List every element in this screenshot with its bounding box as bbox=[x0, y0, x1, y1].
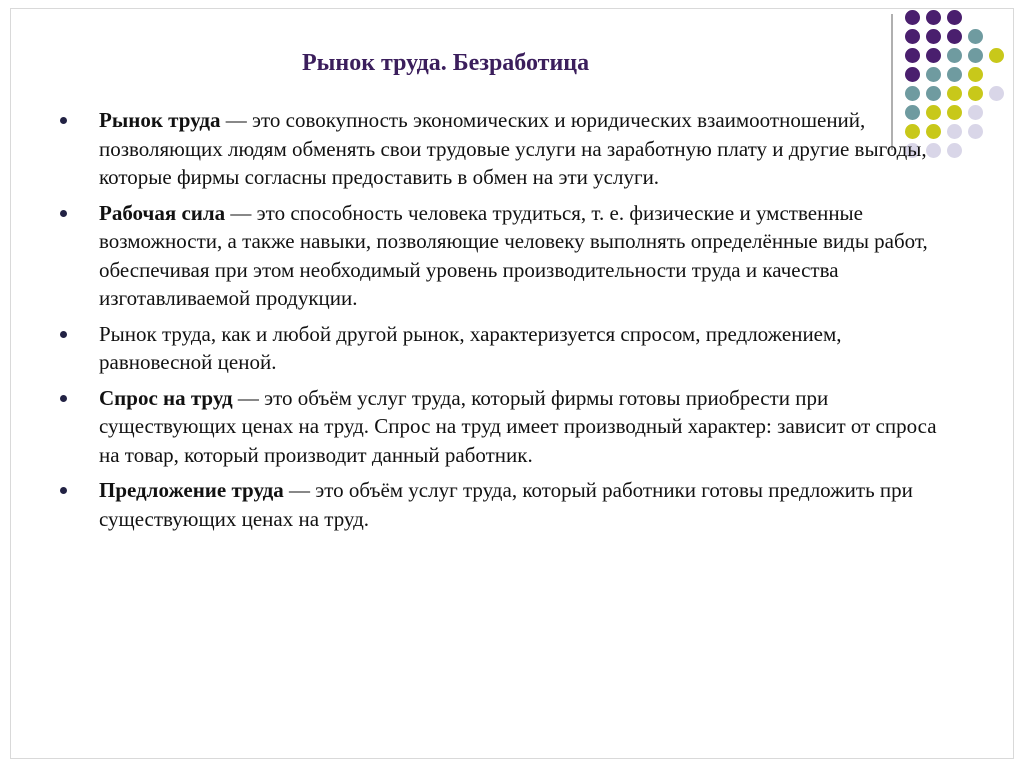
decorative-dot bbox=[905, 10, 920, 25]
decorative-dot bbox=[905, 67, 920, 82]
bullet-text: Рынок труда, как и любой другой рынок, характеризуется спросом, предложением, равновесной ценой. bbox=[99, 321, 842, 374]
decorative-dot bbox=[926, 67, 941, 82]
decorative-dot bbox=[905, 29, 920, 44]
bullet-icon bbox=[60, 331, 67, 338]
decorative-dot bbox=[968, 67, 983, 82]
decorative-dot bbox=[905, 86, 920, 101]
decorative-dot bbox=[989, 48, 1004, 63]
decorative-dot bbox=[947, 29, 962, 44]
bullet-item-labor-demand bbox=[60, 384, 960, 470]
slide-title: Рынок труда. Безработица bbox=[302, 50, 590, 76]
decorative-dot bbox=[968, 124, 983, 139]
decorative-dot bbox=[968, 86, 983, 101]
decorative-dot bbox=[989, 86, 1004, 101]
bullet-item-labor-force bbox=[60, 199, 960, 313]
bullet-text: — это способность человека трудиться, т. е. физические и умственные возможности, а также навыки, позволяющие человеку выполнять определённые виды работ, обеспечивая при этом необходимый уровень производительности труда и качества изготавливаемой продукции. bbox=[99, 200, 928, 310]
bullet-icon bbox=[60, 395, 67, 402]
decorative-dot bbox=[926, 10, 941, 25]
decorative-dot bbox=[947, 48, 962, 63]
bullet-text: — это объём услуг труда, который работники готовы предложить при существующих ценах на труд. bbox=[99, 478, 913, 531]
decorative-dot bbox=[947, 10, 962, 25]
bullet-term: Предложение труда bbox=[99, 478, 284, 502]
bullet-icon bbox=[60, 487, 67, 494]
decorative-dot bbox=[905, 48, 920, 63]
bullet-term: Рынок труда bbox=[99, 108, 221, 132]
bullet-term: Спрос на труд bbox=[99, 385, 233, 410]
bullet-list bbox=[60, 106, 960, 540]
decorative-dot bbox=[926, 48, 941, 63]
decorative-dot bbox=[926, 29, 941, 44]
bullet-term: Рабочая сила bbox=[99, 200, 226, 225]
bullet-text: — это совокупность экономических и юридических взаимоотношений, позволяющих людям обменять свои трудовые услуги на заработную плату и другие выгоды, которые фирмы согласны предоставить в обмен на эти услуги. bbox=[99, 108, 927, 189]
decorative-dot bbox=[947, 67, 962, 82]
bullet-text: — это объём услуг труда, который фирмы готовы приобрести при существующих ценах на труд. Спрос на труд имеет производный характер: зависит от спроса на товар, который производит данный работник. bbox=[99, 385, 937, 467]
bullet-icon bbox=[60, 117, 67, 124]
decorative-dot bbox=[968, 105, 983, 120]
bullet-item-labor-supply bbox=[60, 476, 960, 533]
decorative-dot bbox=[968, 29, 983, 44]
decorative-dot bbox=[926, 86, 941, 101]
bullet-item-market-characteristics bbox=[60, 320, 960, 377]
bullet-icon bbox=[60, 210, 67, 217]
decorative-dot bbox=[947, 86, 962, 101]
decorative-dot bbox=[968, 48, 983, 63]
bullet-item-labor-market bbox=[60, 106, 960, 192]
